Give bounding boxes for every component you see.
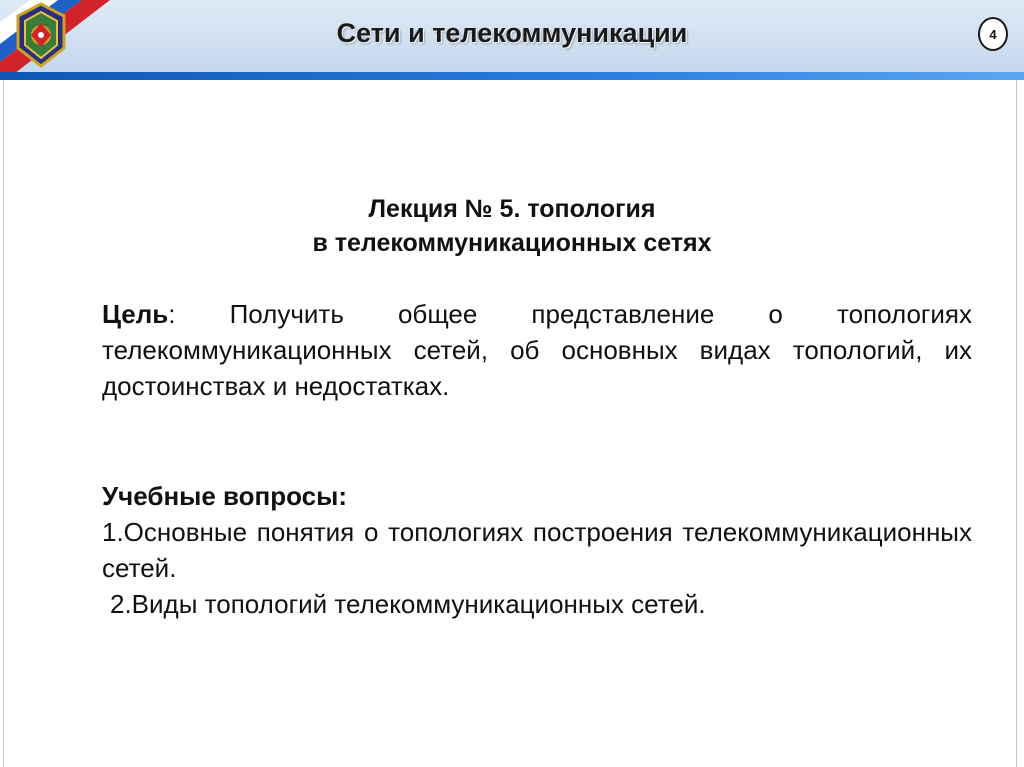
goal-text: : Получить общее представление о топологиях телекоммуникационных сетей, об основных видах топологий, их достоинствах и недостатках. xyxy=(102,299,972,401)
lecture-title-line-1: Лекция № 5. топология xyxy=(368,195,656,223)
header-accent-bar xyxy=(0,72,1024,80)
question-item: 2.Виды топологий телекоммуникационных сетей. xyxy=(110,589,706,619)
frame-line-left xyxy=(3,80,4,767)
lecture-title xyxy=(0,192,1024,260)
lecture-title-line-2: в телекоммуникационных сетях xyxy=(312,229,712,257)
header-title: Сети и телекоммуникации xyxy=(336,18,688,48)
goal-paragraph xyxy=(102,296,972,404)
study-questions xyxy=(102,478,972,622)
slide-number-badge: 4 xyxy=(978,17,1008,51)
frame-line-right xyxy=(1016,80,1017,767)
questions-heading: Учебные вопросы: xyxy=(102,481,348,511)
question-item: 1.Основные понятия о топологиях построения телекоммуникационных сетей. xyxy=(102,517,972,583)
goal-label: Цель xyxy=(102,299,169,329)
slide-header xyxy=(0,0,1024,80)
